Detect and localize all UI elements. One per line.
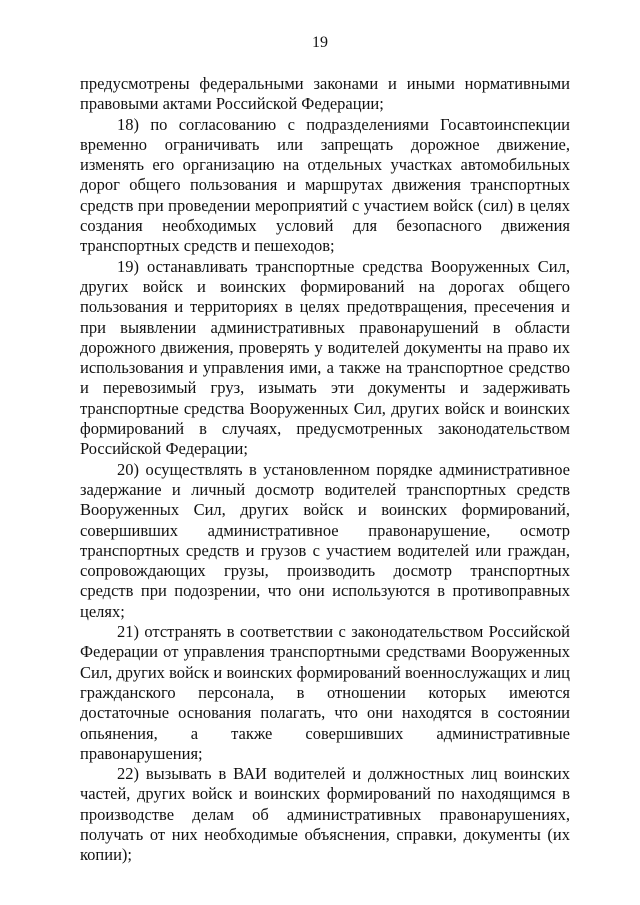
paragraph-continuation: предусмотрены федеральными законами и иными нормативными правовыми актами Российской Федерации; bbox=[80, 74, 570, 114]
paragraph-item-21: 21) отстранять в соответствии с законодательством Российской Федерации от управления транспортными средствами Вооруженных Сил, других войск и воинских формирований военнослужащих и лиц гражданского персонала, в отношении которых имеются достаточные основания полагать, что они находятся в состоянии опьянения, а также совершивших административные правонарушения; bbox=[80, 622, 570, 763]
paragraph-item-20: 20) осуществлять в установленном порядке административное задержание и личный досмотр водителей транспортных средств Вооруженных Сил, других войск и воинских формирований, совершивших административное правонарушение, осмотр транспортных средств и грузов с участием водителей или граждан, сопровождающих грузы, производить досмотр транспортных средств при подозрении, что они используются в противоправных целях; bbox=[80, 459, 570, 621]
paragraph-item-19: 19) останавливать транспортные средства Вооруженных Сил, других войск и воинских формирований на дорогах общего пользования и территориях в целях предотвращения, пресечения и при выявлении административных правонарушений в области дорожного движения, проверять у водителей документы на право их использования и управления ими, а также на транспортное средство и перевозимый груз, изымать эти документы и задерживать транспортные средства Вооруженных Сил, других войск и воинских формирований в случаях, предусмотренных законодательством Российской Федерации; bbox=[80, 256, 570, 459]
paragraph-item-22: 22) вызывать в ВАИ водителей и должностных лиц воинских частей, других войск и воинских формирований по находящимся в производстве делам об административных правонарушениях, получать от них необходимые объяснения, справки, документы (их копии); bbox=[80, 764, 570, 865]
paragraph-item-18: 18) по согласованию с подразделениями Госавтоинспекции временно ограничивать или запрещать дорожное движение, изменять его организацию на отдельных участках автомобильных дорог общего пользования и маршрутах движения транспортных средств при проведении мероприятий с участием войск (сил) в целях создания необходимых условий для безопасного движения транспортных средств и пешеходов; bbox=[80, 114, 570, 256]
document-body bbox=[80, 74, 570, 866]
page-number: 19 bbox=[312, 34, 328, 51]
